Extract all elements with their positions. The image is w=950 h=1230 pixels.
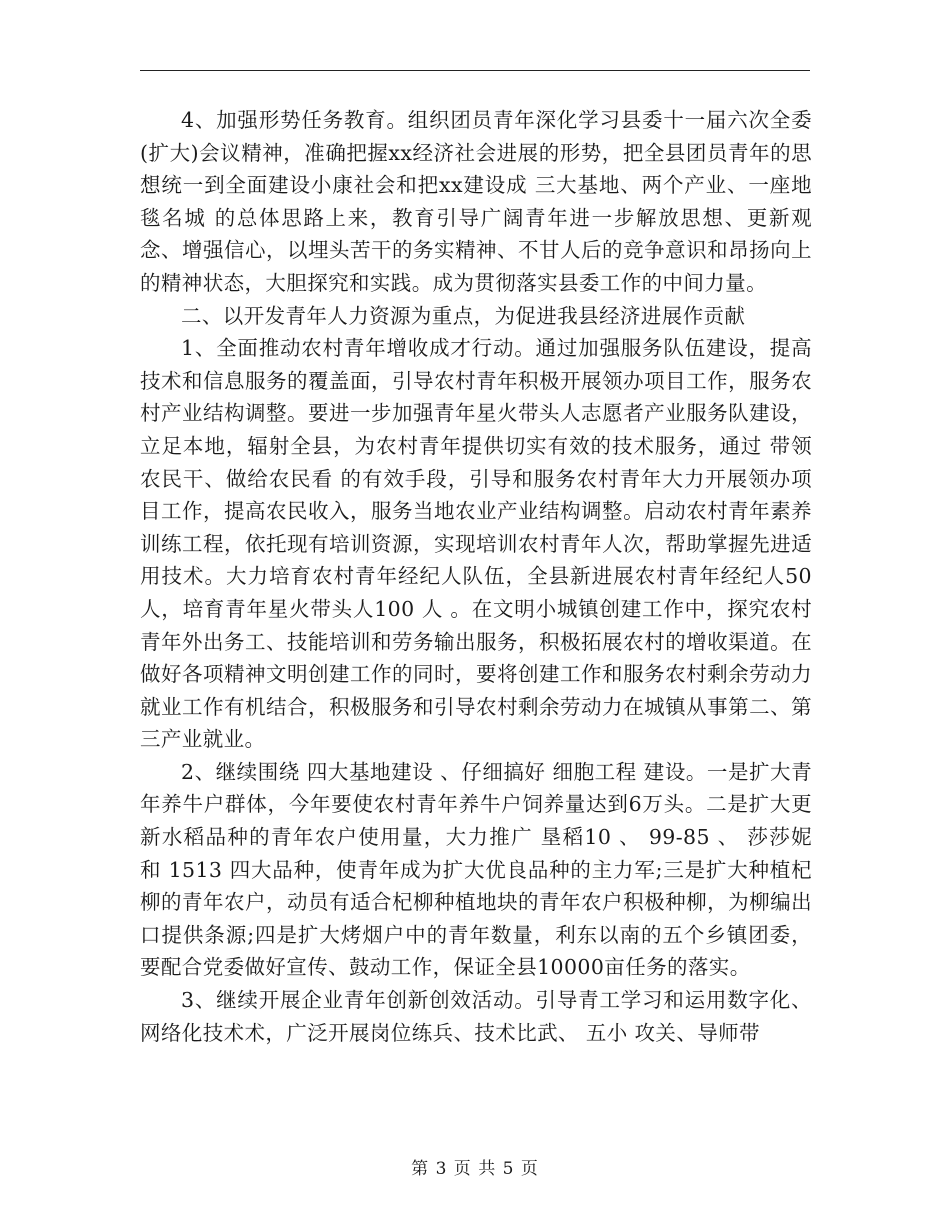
document-body <box>140 104 812 1049</box>
paragraph-enterprise-innovation: 3、继续开展企业青年创新创效活动。引导青工学习和运用数字化、网络化技术术，广泛开展岗位练兵、技术比武、 五小 攻关、导师带 <box>140 988 812 1045</box>
paragraph-four-bases: 2、继续围绕 四大基地建设 、仔细搞好 细胞工程 建设。一是扩大青年养牛户群体，今年要使农村青年养牛户饲养量达到6万头。二是扩大更新水稻品种的青年农户使用量，大力推广 垦稻10 、 99-85 、 莎莎妮 和 1513 四大品种，使青年成为扩大优良品种的主力军;三是扩大种植杞柳的青年农户，动员有适合杞柳种植地块的青年农户积极种柳，为柳编出口提供条源;四是扩大烤烟户中的青年数量，利东以南的五个乡镇团委，要配合党委做好宣传、鼓动工作，保证全县10000亩任务的落实。 <box>140 759 812 980</box>
page-number-footer: 第 3 页 共 5 页 <box>411 1159 539 1179</box>
header-rule <box>140 70 810 71</box>
paragraph-rural-youth-income: 1、全面推动农村青年增收成才行动。通过加强服务队伍建设，提高技术和信息服务的覆盖面，引导农村青年积极开展领办项目工作，服务农村产业结构调整。要进一步加强青年星火带头人志愿者产业服务队建设，立足本地，辐射全县，为农村青年提供切实有效的技术服务，通过 带领农民干、做给农民看 的有效手段，引导和服务农村青年大力开展领办项目工作，提高农民收入，服务当地农业产业结构调整。启动农村青年素养训练工程，依托现有培训资源，实现培训农村青年人次，帮助掌握先进适用技术。大力培育农村青年经纪人队伍，全县新进展农村青年经纪人50人，培育青年星火带头人100 人 。在文明小城镇创建工作中，探究农村青年外出务工、技能培训和劳务输出服务，积极拓展农村的增收渠道。在做好各项精神文明创建工作的同时，要将创建工作和服务农村剩余劳动力就业工作有机结合，积极服务和引导农村剩余劳动力在城镇从事第二、第三产业就业。 <box>140 336 812 752</box>
paragraph-situation-education: 4、加强形势任务教育。组织团员青年深化学习县委十一届六次全委(扩大)会议精神，准确把握xx经济社会进展的形势，把全县团员青年的思想统一到全面建设小康社会和把xx建设成 三大基地、两个产业、一座地毯名城 的总体思路上来，教育引导广阔青年进一步解放思想、更新观念、增强信心，以埋头苦干的务实精神、不甘人后的竞争意识和昂扬向上的精神状态，大胆探究和实践。成为贯彻落实县委工作的中间力量。 <box>140 108 812 295</box>
section-heading-human-resources: 二、以开发青年人力资源为重点，为促进我县经济进展作贡献 <box>181 303 746 328</box>
